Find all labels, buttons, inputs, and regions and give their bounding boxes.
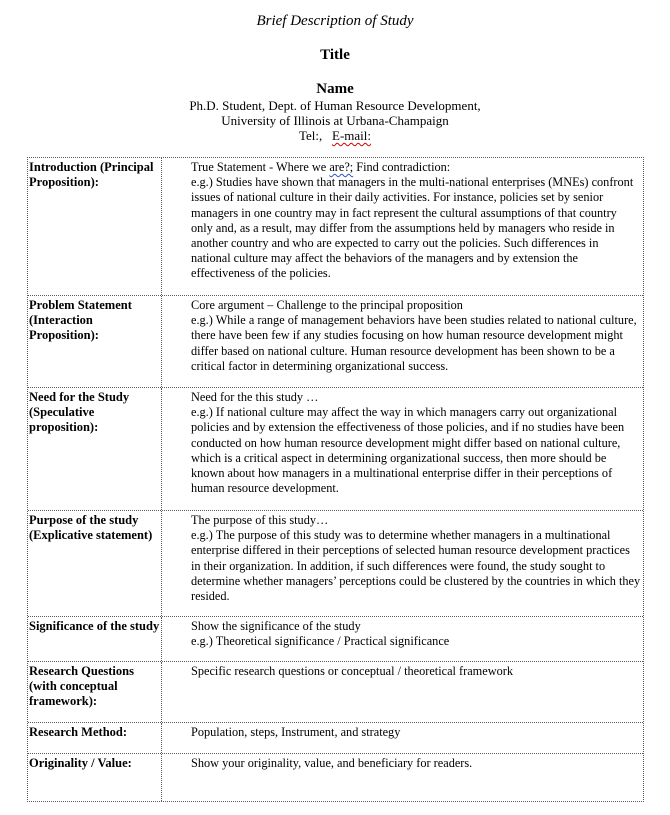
table-row-significance [28, 616, 643, 661]
row-content [162, 296, 643, 387]
row-example: e.g.) While a range of management behaviors have been studies related to national culture, there have been few if any studies focusing on how human resource development might differ based on national culture. Human resource development has been shown to be a critical factor in determining organizational success. [191, 313, 637, 373]
row-content [162, 723, 643, 753]
author-university: University of Illinois at Urbana-Champaign [221, 113, 449, 128]
table-row-purpose [28, 510, 643, 616]
row-content [162, 511, 643, 616]
row-content [162, 388, 643, 510]
row-heading: The purpose of this study… [191, 513, 329, 527]
row-label: Problem Statement (Interaction Proposition): [28, 296, 162, 387]
row-heading: Need for the this study … [191, 390, 319, 404]
row-label: Purpose of the study (Explicative statement) [28, 511, 162, 616]
row-example: e.g.) Studies have shown that managers in the multi-national enterprises (MNEs) confront issues of national culture in their daily activities. For instance, policies set by senior managers in one country may in fact represent the cultural assumptions of that country only and, as a result, may differ from the assumptions held by managers who reside in another country and who are expected to carry out the policies. Such differences in national culture may affect the behaviors of the managers and by extension the effectiveness of the policies. [191, 175, 634, 281]
table-row-need-for-study [28, 387, 643, 510]
row-label: Significance of the study [28, 617, 162, 661]
author-contact [0, 128, 670, 143]
row-heading: Specific research questions or conceptual / theoretical framework [191, 664, 513, 678]
contact-email: E-mail: [332, 128, 372, 143]
row-heading: Population, steps, Instrument, and strategy [191, 725, 401, 739]
table-row-problem-statement [28, 295, 643, 387]
row-heading: Core argument – Challenge to the principal proposition [191, 298, 463, 312]
row-heading: True Statement - Where we are?; Find contradiction: [191, 160, 451, 174]
row-heading: Show your originality, value, and beneficiary for readers. [191, 756, 473, 770]
row-content [162, 617, 643, 661]
author-department: Ph.D. Student, Dept. of Human Resource Development, [189, 98, 481, 113]
row-content [162, 662, 643, 722]
row-example: e.g.) The purpose of this study was to determine whether managers in a multinational enterprise differed in their perceptions of selected human resource development practices in their organization. In addition, if such differences were found, the study sought to determine whether managers’ perceptions could be clustered by the countries in which they resided. [191, 528, 641, 604]
study-description-table [27, 157, 644, 802]
study-title: Title [320, 47, 350, 63]
row-label: Introduction (Principal Proposition): [28, 158, 162, 295]
row-example: e.g.) Theoretical significance / Practical significance [191, 634, 450, 649]
table-row-research-method [28, 722, 643, 753]
grammar-flag: are?; [329, 160, 354, 174]
table-row-originality [28, 753, 643, 801]
row-content [162, 158, 643, 295]
row-label: Need for the Study (Speculative proposition): [28, 388, 162, 510]
table-row-research-questions [28, 661, 643, 722]
row-example: e.g.) If national culture may affect the way in which managers carry out organizational policies and by extension the effectiveness of those policies, and if no studies have been conducted on how human resource development might differ based on national culture, which is a critical aspect in determining organizational success, then more should be known about how managers in a multinational enterprise differ in their perceptions of human resource development. [191, 405, 625, 496]
table-row-introduction [28, 158, 643, 295]
author-name: Name [316, 81, 354, 97]
row-label: Originality / Value: [28, 754, 162, 801]
row-label: Research Questions (with conceptual framework): [28, 662, 162, 722]
row-heading: Show the significance of the study [191, 619, 361, 633]
document-title: Brief Description of Study [256, 13, 414, 29]
row-label: Research Method: [28, 723, 162, 753]
row-content [162, 754, 643, 801]
contact-phone: Tel:, [298, 128, 323, 143]
